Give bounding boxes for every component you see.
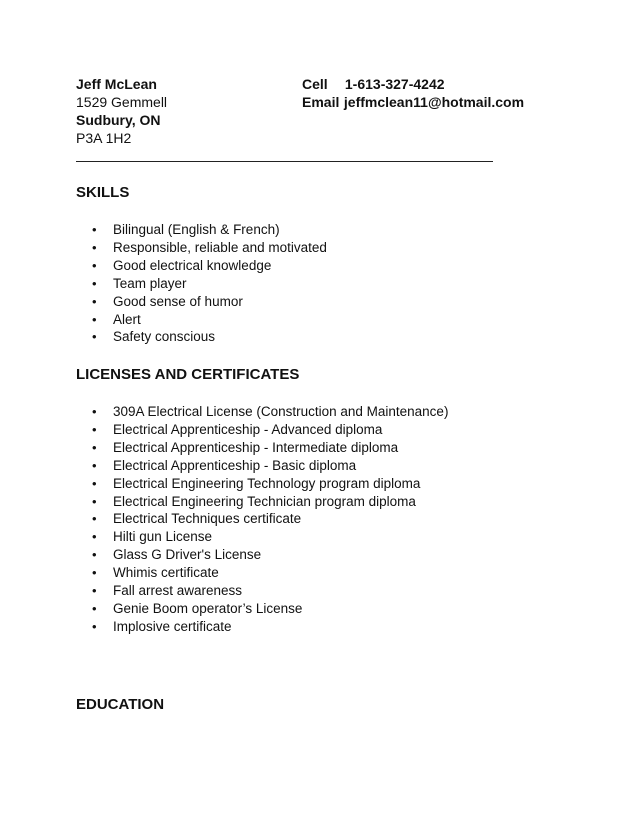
list-item: • Electrical Apprenticeship - Basic diploma — [92, 457, 448, 475]
list-item: • Implosive certificate — [92, 618, 448, 636]
list-item: • Genie Boom operator’s License — [92, 600, 448, 618]
list-item: • Electrical Engineering Technician program diploma — [92, 493, 448, 511]
cell-number: 1-613-327-4242 — [344, 76, 445, 92]
list-item: • Fall arrest awareness — [92, 582, 448, 600]
contact-cell-row — [302, 75, 524, 93]
email-address: jeffmclean11@hotmail.com — [343, 94, 525, 110]
list-item: • Team player — [92, 275, 327, 293]
contact-info-block — [302, 75, 524, 111]
cell-label: Cell — [302, 76, 328, 92]
list-item: • Electrical Apprenticeship - Advanced diploma — [92, 421, 448, 439]
list-item: • Hilti gun License — [92, 528, 448, 546]
contact-address-block — [76, 75, 167, 147]
education-heading: EDUCATION — [76, 696, 165, 713]
list-item: • Whimis certificate — [92, 564, 448, 582]
list-item: • Responsible, reliable and motivated — [92, 239, 327, 257]
list-item: • Electrical Engineering Technology program diploma — [92, 475, 448, 493]
list-item: • Good sense of humor — [92, 293, 327, 311]
contact-postal-code: P3A 1H2 — [76, 130, 132, 146]
list-item: • 309A Electrical License (Construction and Maintenance) — [92, 403, 448, 421]
list-item: • Glass G Driver's License — [92, 546, 448, 564]
list-item: • Electrical Techniques certificate — [92, 510, 448, 528]
skills-list — [92, 221, 327, 346]
list-item: • Safety conscious — [92, 328, 327, 346]
contact-city: Sudbury, ON — [76, 112, 161, 128]
contact-name: Jeff McLean — [76, 76, 157, 92]
email-label: Email — [302, 94, 340, 110]
licenses-list — [92, 403, 448, 636]
contact-email-row — [302, 93, 524, 111]
licenses-heading: LICENSES AND CERTIFICATES — [76, 366, 300, 383]
list-item: • Electrical Apprenticeship - Intermediate diploma — [92, 439, 448, 457]
list-item: • Good electrical knowledge — [92, 257, 327, 275]
header-divider — [76, 161, 493, 162]
list-item: • Bilingual (English & French) — [92, 221, 327, 239]
list-item: • Alert — [92, 311, 327, 329]
skills-heading: SKILLS — [76, 184, 130, 201]
contact-street: 1529 Gemmell — [76, 94, 168, 110]
